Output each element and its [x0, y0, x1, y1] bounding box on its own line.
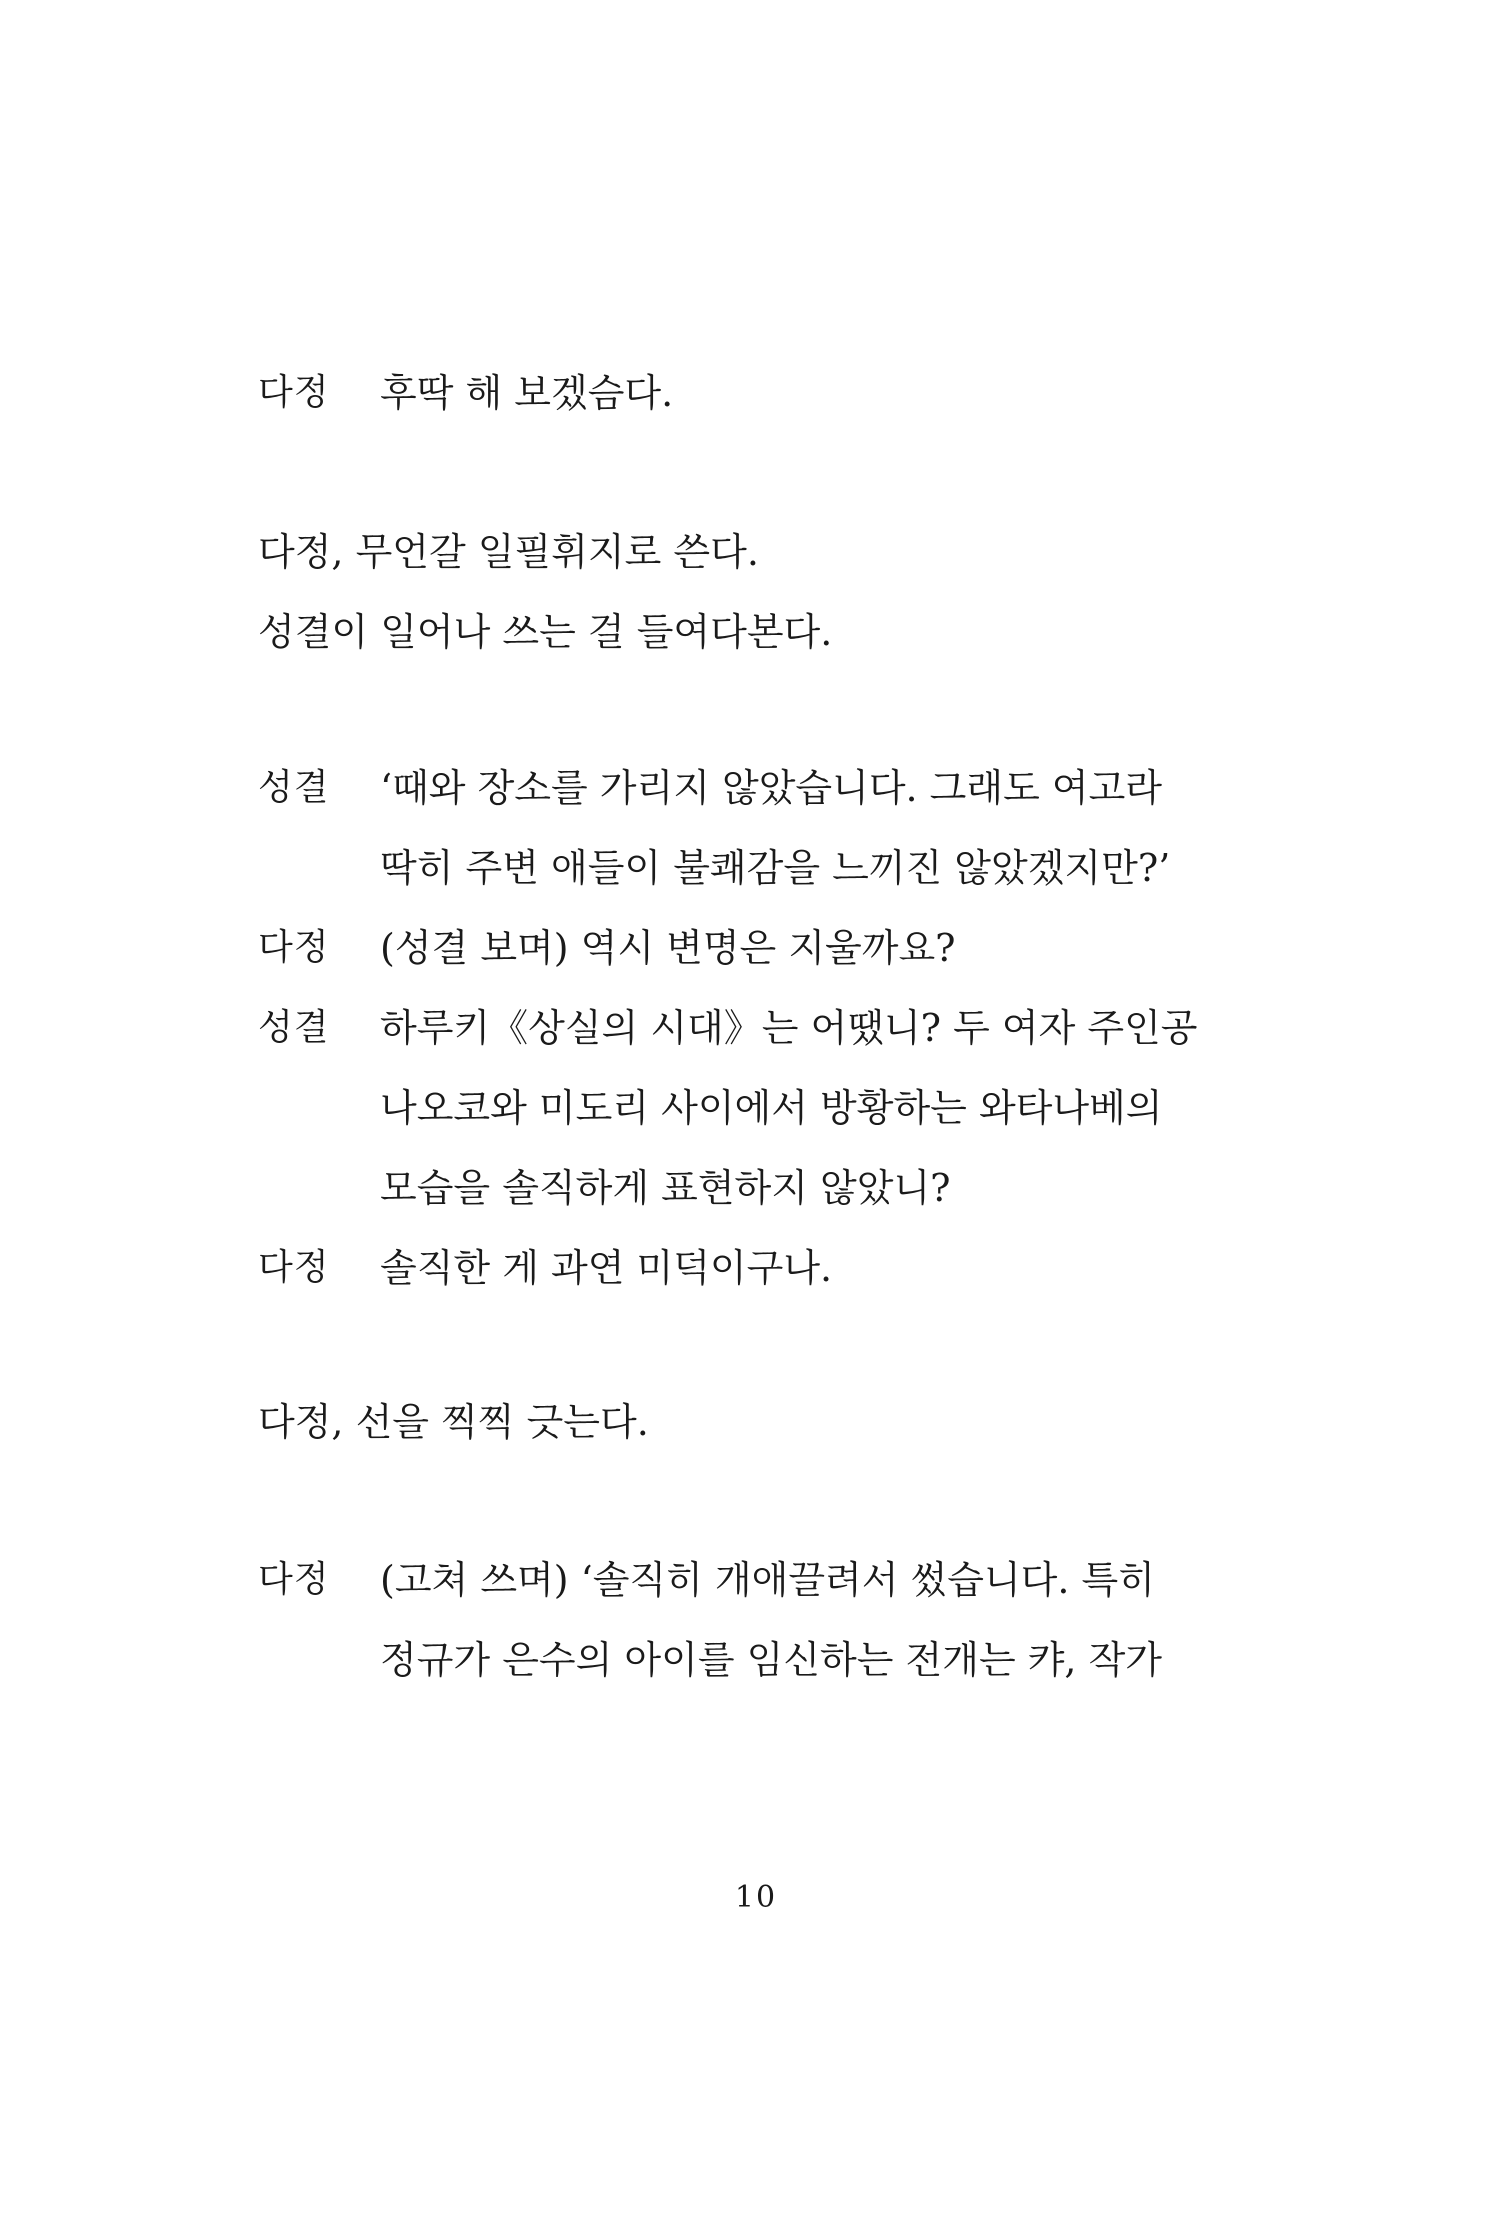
- dialogue-text: (고쳐 쓰며) ‘솔직히 개애끌려서 썼습니다. 특히: [380, 1558, 1155, 1602]
- dialogue-block-1: [258, 353, 1258, 433]
- dialogue-text: 솔직한 게 과연 미덕이구나.: [380, 1246, 833, 1290]
- speaker-name: 다정: [258, 1559, 330, 1600]
- speaker-name: 다정: [258, 927, 330, 968]
- dialogue-text: 정규가 은수의 아이를 임신하는 전개는 캬, 작가: [380, 1638, 1163, 1682]
- dialogue-text: 하루키《상실의 시대》는 어땠니? 두 여자 주인공: [380, 1006, 1198, 1050]
- dialogue-continuation: [258, 1620, 1258, 1700]
- dialogue-continuation: [258, 1068, 1258, 1148]
- dialogue-text: ‘때와 장소를 가리지 않았습니다. 그래도 여고라: [380, 766, 1163, 810]
- stage-direction-block-2: [258, 1382, 1258, 1462]
- speaker-name: 성결: [258, 767, 330, 808]
- dialogue-continuation: [258, 1148, 1258, 1228]
- speaker-name: 다정: [258, 1247, 330, 1288]
- dialogue-line: [258, 353, 1258, 433]
- dialogue-line: [258, 988, 1258, 1068]
- stage-direction: 성결이 일어나 쓰는 걸 들여다본다.: [258, 610, 833, 654]
- dialogue-line: [258, 908, 1258, 988]
- stage-direction: 다정, 선을 찍찍 긋는다.: [258, 1400, 649, 1444]
- dialogue-block-3: [258, 1540, 1258, 1700]
- dialogue-line: [258, 1540, 1258, 1620]
- dialogue-block-2: [258, 748, 1258, 1308]
- dialogue-text: 후딱 해 보겠슴다.: [380, 371, 674, 415]
- page-number: 10: [734, 1880, 778, 1915]
- dialogue-text: 모습을 솔직하게 표현하지 않았니?: [380, 1166, 951, 1210]
- speaker-name: 다정: [258, 372, 330, 413]
- dialogue-text: 딱히 주변 애들이 불쾌감을 느끼진 않았겠지만?’: [380, 846, 1171, 890]
- stage-direction-block-1: [258, 512, 1258, 672]
- dialogue-text: 나오코와 미도리 사이에서 방황하는 와타나베의: [380, 1086, 1163, 1130]
- speaker-name: 성결: [258, 1007, 330, 1048]
- stage-direction: 다정, 무언갈 일필휘지로 쓴다.: [258, 530, 759, 574]
- dialogue-line: [258, 748, 1258, 828]
- dialogue-text: (성결 보며) 역시 변명은 지울까요?: [380, 926, 956, 970]
- dialogue-line: [258, 1228, 1258, 1308]
- dialogue-continuation: [258, 828, 1258, 908]
